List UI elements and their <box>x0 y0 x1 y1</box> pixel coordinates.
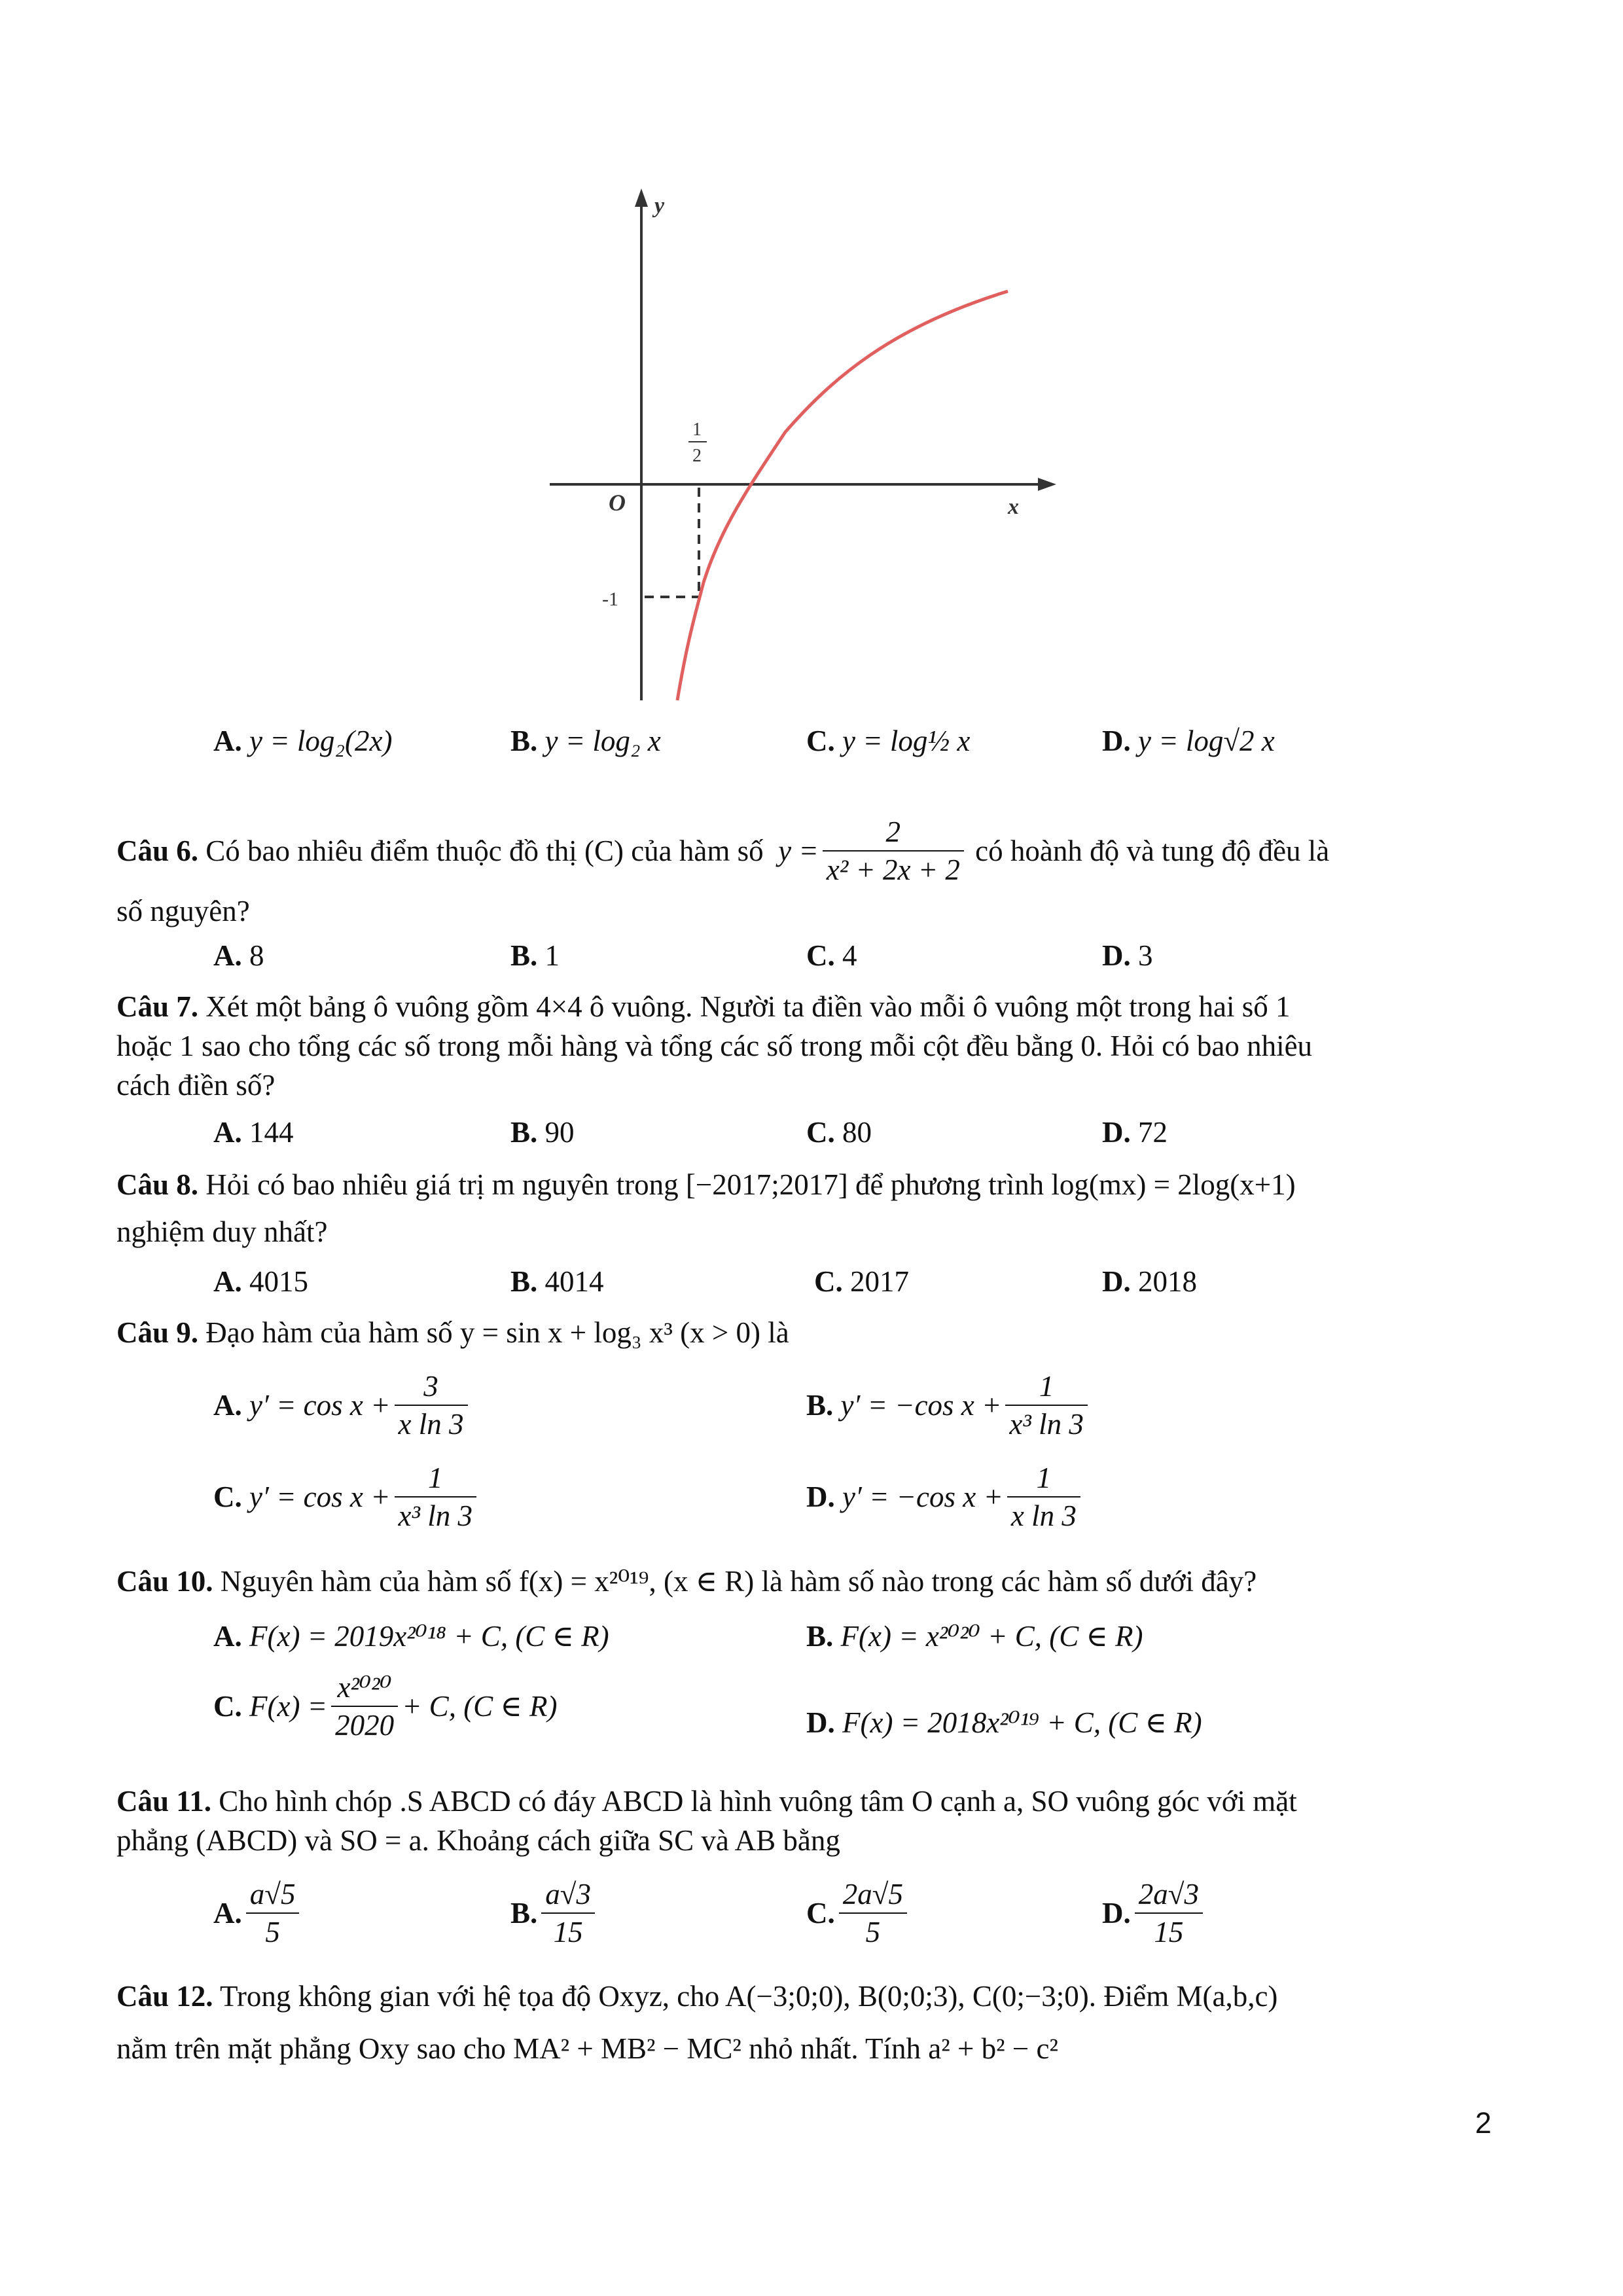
q11-option-b-frac <box>541 1876 595 1950</box>
q5-option-d[interactable] <box>1102 721 1275 761</box>
q9-option-b-lhs: y′ = −cos x + <box>840 1389 1002 1422</box>
q5-option-c-label: C. <box>806 725 835 757</box>
q9-option-d-num: 1 <box>1007 1460 1080 1498</box>
q6-option-a[interactable] <box>213 936 264 975</box>
q6-option-c[interactable] <box>806 936 857 975</box>
q9-option-d-label: D. <box>806 1480 835 1513</box>
q9-option-a-frac <box>395 1368 468 1443</box>
q12-line1-text: Trong không gian với hệ tọa độ Oxyz, cho A(−3;0;0), B(0;0;3), C(0;−3;0). Điểm M(a,b,c) <box>219 1980 1278 2013</box>
q7-label: Câu 7. <box>116 990 199 1023</box>
q7-option-c[interactable] <box>806 1113 872 1152</box>
q9-option-c-frac <box>395 1460 476 1534</box>
q9-option-b-num: 1 <box>1005 1368 1087 1406</box>
q10-text: Nguyên hàm của hàm số f(x) = x²⁰¹⁹, (x ∈ R) là hàm số nào trong các hàm số dưới đây? <box>220 1565 1257 1598</box>
q7-line1-text: Xét một bảng ô vuông gồm 4×4 ô vuông. Người ta điền vào mỗi ô vuông một trong hai số 1 <box>205 990 1291 1023</box>
q6-fraction <box>823 814 964 888</box>
q8-option-d-label: D. <box>1102 1265 1131 1298</box>
q9-option-c-label: C. <box>213 1480 242 1513</box>
q9-option-d-frac <box>1007 1460 1080 1534</box>
q5-option-a-text: y = log₂(2x) <box>249 725 393 757</box>
q5-option-d-label: D. <box>1102 725 1131 757</box>
q11-option-a-num: a√5 <box>246 1876 300 1914</box>
q7-option-b-text: 90 <box>544 1116 575 1149</box>
q8-option-d-text: 2018 <box>1138 1265 1197 1298</box>
q9-option-c-num: 1 <box>395 1460 476 1498</box>
log-curve <box>677 291 1008 700</box>
q10-label: Câu 10. <box>116 1565 213 1598</box>
q6-frac-num: 2 <box>823 814 964 852</box>
q11-option-c-den: 5 <box>865 1916 881 1948</box>
q6-option-c-text: 4 <box>842 939 857 972</box>
q7-option-d-label: D. <box>1102 1116 1131 1149</box>
q7-option-a-text: 144 <box>249 1116 294 1149</box>
q6-option-b-label: B. <box>510 939 538 972</box>
q11-option-a-den: 5 <box>265 1916 280 1948</box>
q8-option-a-label: A. <box>213 1265 242 1298</box>
q11-option-c-label: C. <box>806 1897 835 1929</box>
q6-formula-lhs: y = <box>778 834 819 867</box>
q7-line2: hoặc 1 sao cho tổng các số trong mỗi hàng và tổng các số trong mỗi cột đều bằng 0. Hỏi có bao nhiêu <box>116 1030 1313 1062</box>
q8-option-a-text: 4015 <box>249 1265 308 1298</box>
q6-option-d-label: D. <box>1102 939 1131 972</box>
q9-option-b[interactable] <box>806 1368 1092 1443</box>
q6-option-d-text: 3 <box>1138 939 1153 972</box>
q9-text: Đạo hàm của hàm số y = sin x + log₃ x³ (x > 0) là <box>205 1316 789 1349</box>
q10-option-b[interactable] <box>806 1617 1143 1656</box>
y-axis-arrow <box>635 188 648 207</box>
tick-half-num: 1 <box>692 420 702 440</box>
tick-minus-one-label: -1 <box>602 588 618 610</box>
q11-option-c[interactable] <box>806 1876 911 1950</box>
q6-option-d[interactable] <box>1102 936 1153 975</box>
q8-line2: nghiệm duy nhất? <box>116 1215 328 1248</box>
q11-label: Câu 11. <box>116 1785 212 1818</box>
q9-label: Câu 9. <box>116 1316 199 1349</box>
x-axis-arrow <box>1038 478 1056 491</box>
q10-option-c-lhs: F(x) = <box>249 1690 328 1723</box>
q10-option-d-text: F(x) = 2018x²⁰¹⁹ + C, (C ∈ R) <box>842 1706 1202 1739</box>
q10-option-c-num: x²⁰²⁰ <box>331 1669 398 1707</box>
q12-label: Câu 12. <box>116 1980 213 2013</box>
q5-option-b[interactable] <box>510 721 661 761</box>
q8-option-a[interactable] <box>213 1262 308 1301</box>
q8-line1 <box>116 1165 1296 1204</box>
q7-line1 <box>116 987 1290 1026</box>
q8-option-c-label: C. <box>814 1265 843 1298</box>
q10-line1 <box>116 1562 1257 1601</box>
q7-option-b-label: B. <box>510 1116 538 1149</box>
q9-option-a-lhs: y′ = cos x + <box>249 1389 391 1422</box>
q10-option-d[interactable] <box>806 1703 1202 1742</box>
q8-line1-text: Hỏi có bao nhiêu giá trị m nguyên trong [−2017;2017] để phương trình log(mx) = 2log(x+1) <box>205 1168 1296 1201</box>
tick-half-den: 2 <box>692 446 702 466</box>
q11-option-b-den: 15 <box>553 1916 583 1948</box>
q6-text-after: có hoành độ và tung độ đều là <box>975 834 1330 867</box>
q10-option-b-label: B. <box>806 1620 834 1653</box>
q9-option-b-den: x³ ln 3 <box>1009 1408 1084 1441</box>
q10-option-c-frac <box>331 1669 398 1744</box>
q6-line2: số nguyên? <box>116 895 250 927</box>
q11-option-d-label: D. <box>1102 1897 1131 1929</box>
page-number: 2 <box>1475 2106 1492 2140</box>
origin-label: O <box>609 490 626 516</box>
q9-option-d-lhs: y′ = −cos x + <box>842 1480 1003 1513</box>
q8-option-c-text: 2017 <box>850 1265 909 1298</box>
q9-option-b-frac <box>1005 1368 1087 1443</box>
q10-option-b-text: F(x) = x²⁰²⁰ + C, (C ∈ R) <box>840 1620 1143 1653</box>
q8-option-b-label: B. <box>510 1265 538 1298</box>
q9-option-a-label: A. <box>213 1389 242 1422</box>
q5-option-c-text: y = log½ x <box>842 725 971 757</box>
q5-option-b-label: B. <box>510 725 538 757</box>
q10-option-d-label: D. <box>806 1706 835 1739</box>
q6-option-a-label: A. <box>213 939 242 972</box>
q9-option-c-den: x³ ln 3 <box>398 1499 473 1532</box>
q9-option-c-lhs: y′ = cos x + <box>249 1480 391 1513</box>
q11-option-d-den: 15 <box>1154 1916 1184 1948</box>
q11-option-d-frac <box>1135 1876 1203 1950</box>
q6-frac-den: x² + 2x + 2 <box>826 853 960 886</box>
q7-option-c-text: 80 <box>842 1116 872 1149</box>
q8-option-c[interactable] <box>814 1262 909 1301</box>
q6-label: Câu 6. <box>116 834 199 867</box>
q9-option-b-label: B. <box>806 1389 834 1422</box>
q9-option-d[interactable] <box>806 1460 1084 1534</box>
q7-option-a-label: A. <box>213 1116 242 1149</box>
q10-option-c-label: C. <box>213 1690 242 1723</box>
q5-option-b-text: y = log₂ x <box>544 725 661 757</box>
q7-option-b[interactable] <box>510 1113 575 1152</box>
q10-option-a-label: A. <box>213 1620 242 1653</box>
q9-line1 <box>116 1313 789 1352</box>
q11-option-b-num: a√3 <box>541 1876 595 1914</box>
q5-option-a[interactable] <box>213 721 392 761</box>
q12-line2: nằm trên mặt phẳng Oxy sao cho MA² + MB² − MC² nhỏ nhất. Tính a² + b² − c² <box>116 2032 1058 2065</box>
q11-line1-text: Cho hình chóp .S ABCD có đáy ABCD là hình vuông tâm O cạnh a, SO vuông góc với mặt <box>219 1785 1297 1818</box>
q8-option-d[interactable] <box>1102 1262 1197 1301</box>
y-axis-label: y <box>654 194 665 218</box>
q5-option-c[interactable] <box>806 721 970 761</box>
q7-option-d[interactable] <box>1102 1113 1168 1152</box>
q11-option-a-label: A. <box>213 1897 242 1929</box>
q12-line1 <box>116 1977 1277 2016</box>
log-graph-figure <box>524 183 1086 720</box>
q11-option-b-label: B. <box>510 1897 538 1929</box>
q11-option-d[interactable] <box>1102 1876 1207 1950</box>
q6-text-before: Có bao nhiêu điểm thuộc đồ thị (C) của hàm số <box>205 834 764 867</box>
q8-option-b[interactable] <box>510 1262 604 1301</box>
q9-option-d-den: x ln 3 <box>1010 1499 1077 1532</box>
q5-option-a-label: A. <box>213 725 242 757</box>
q11-option-a-frac <box>246 1876 300 1950</box>
q11-option-d-num: 2a√3 <box>1135 1876 1203 1914</box>
q8-option-b-text: 4014 <box>544 1265 604 1298</box>
q10-option-a-text: F(x) = 2019x²⁰¹⁸ + C, (C ∈ R) <box>249 1620 609 1653</box>
q11-line1 <box>116 1782 1297 1821</box>
q10-option-a[interactable] <box>213 1617 609 1656</box>
q7-option-a[interactable] <box>213 1113 294 1152</box>
q11-line2: phẳng (ABCD) và SO = a. Khoảng cách giữa SC và AB bằng <box>116 1824 840 1857</box>
q9-option-a-den: x ln 3 <box>398 1408 464 1441</box>
q8-label: Câu 8. <box>116 1168 199 1201</box>
q9-option-c[interactable] <box>213 1460 480 1534</box>
q7-option-c-label: C. <box>806 1116 835 1149</box>
q7-option-d-text: 72 <box>1138 1116 1168 1149</box>
q10-option-c-rhs: + C, (C ∈ R) <box>402 1690 558 1723</box>
q7-line3: cách điền số? <box>116 1069 276 1102</box>
q11-option-c-frac <box>839 1876 907 1950</box>
q6-option-a-text: 8 <box>249 939 264 972</box>
q10-option-c[interactable] <box>213 1669 557 1744</box>
q5-option-d-text: y = log√2 x <box>1138 725 1275 757</box>
q6-line1 <box>116 812 1329 890</box>
q11-option-c-num: 2a√5 <box>839 1876 907 1914</box>
q6-option-c-label: C. <box>806 939 835 972</box>
x-axis-label: x <box>1008 495 1019 519</box>
q6-option-b-text: 1 <box>544 939 560 972</box>
q9-option-a-num: 3 <box>395 1368 468 1406</box>
q11-option-b[interactable] <box>510 1876 599 1950</box>
q6-option-b[interactable] <box>510 936 560 975</box>
q10-option-c-den: 2020 <box>335 1709 395 1742</box>
q11-option-a[interactable] <box>213 1876 303 1950</box>
q9-option-a[interactable] <box>213 1368 472 1443</box>
